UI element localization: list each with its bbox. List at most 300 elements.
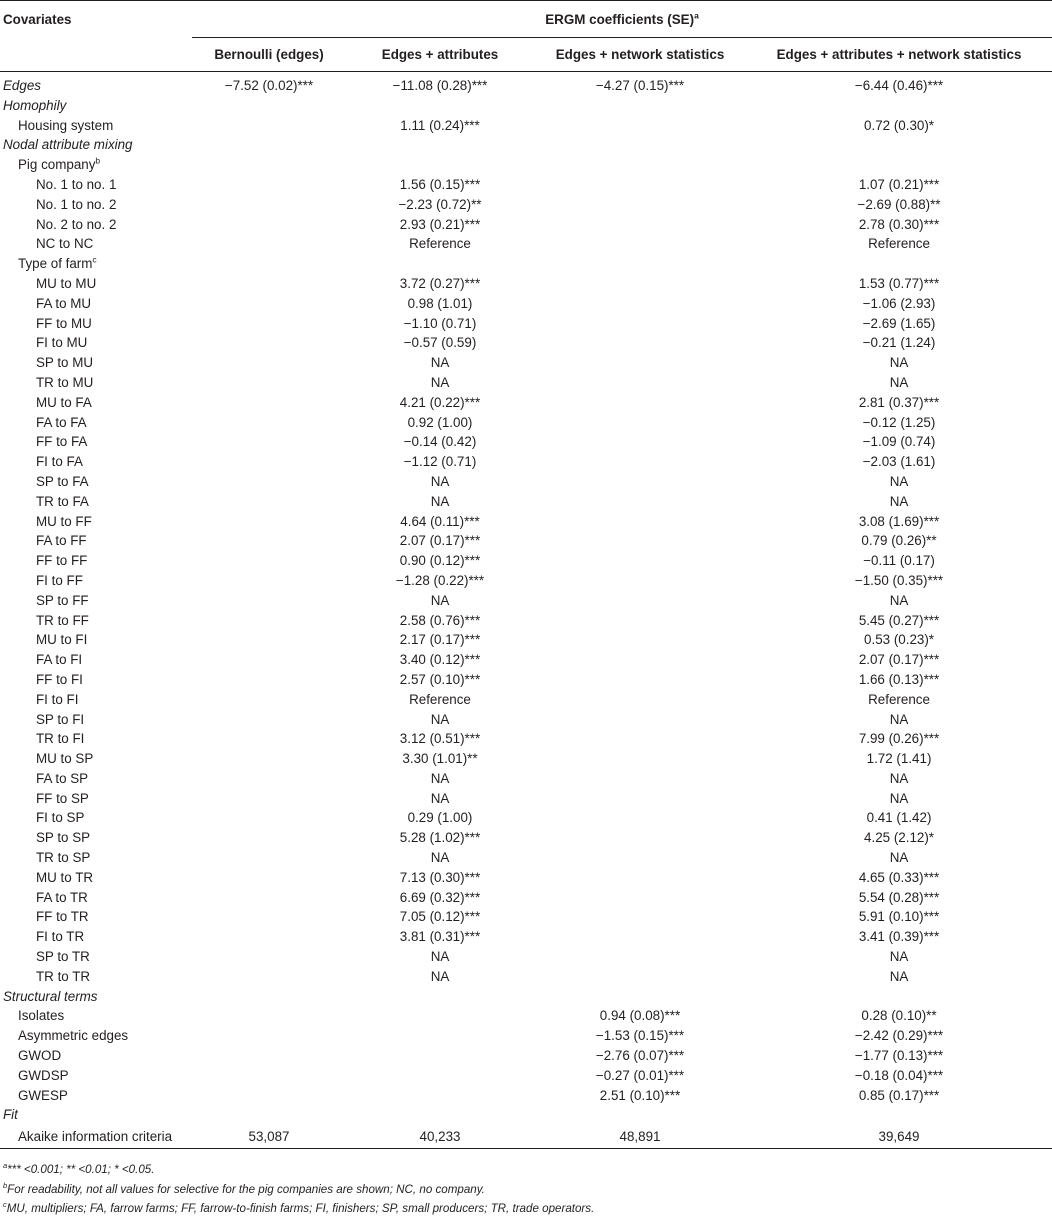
cell-value: 53,087 (192, 1125, 346, 1148)
row-label (0, 987, 192, 1007)
table-row (0, 353, 1052, 373)
cell-value (534, 690, 746, 710)
cell-value (746, 155, 1052, 175)
cell-value (192, 314, 346, 334)
cell-value: 0.90 (0.12)*** (399, 553, 481, 569)
row-label (0, 274, 192, 294)
table-row (0, 888, 1052, 908)
cell-value: NA (430, 355, 450, 371)
cell-value (746, 1105, 1052, 1125)
row-label (0, 611, 192, 631)
row-label (0, 571, 192, 591)
cell-value: 0.53 (0.23)* (864, 632, 935, 648)
table-row (0, 907, 1052, 927)
cell-value (534, 967, 746, 987)
table-row (0, 155, 1052, 175)
table-row (0, 531, 1052, 551)
row-label (0, 215, 192, 235)
row-label (0, 531, 192, 551)
cell-value (534, 472, 746, 492)
table-body (0, 72, 1052, 1149)
cell-value (192, 373, 346, 393)
cell-value (346, 1046, 534, 1066)
cell-value: 0.72 (0.30)* (864, 117, 935, 133)
row-label-text: Housing system (18, 117, 114, 133)
row-label (0, 710, 192, 730)
table-row (0, 72, 1052, 96)
row-label (0, 1066, 192, 1086)
footnote (3, 1180, 594, 1200)
table-row (0, 512, 1052, 532)
row-label-text: Isolates (18, 1008, 65, 1024)
cell-value (534, 591, 746, 611)
row-label-text: FF to TR (36, 909, 89, 925)
cell-value: 7.99 (0.26)*** (858, 731, 940, 747)
cell-value: Reference (409, 236, 471, 252)
cell-value: Reference (868, 691, 930, 707)
cell-value (534, 927, 746, 947)
table-row (0, 1006, 1052, 1026)
row-label-text: FA to TR (36, 889, 88, 905)
cell-value: 5.54 (0.28)*** (858, 889, 940, 905)
cell-value (534, 413, 746, 433)
row-label-text: MU to MU (36, 275, 97, 291)
row-label (0, 868, 192, 888)
cell-value: 5.28 (1.02)*** (399, 830, 481, 846)
table-row (0, 729, 1052, 749)
cell-value: 0.79 (0.26)** (861, 533, 937, 549)
cell-value: 4.64 (0.11)*** (400, 513, 480, 529)
cell-value: NA (430, 790, 450, 806)
cell-value (534, 234, 746, 254)
row-label-text: GWOD (18, 1048, 62, 1064)
cell-value: 3.30 (1.01)** (402, 751, 478, 767)
cell-value (346, 96, 534, 116)
cell-value (192, 353, 346, 373)
row-label-text: FA to FF (36, 533, 87, 549)
cell-value (534, 531, 746, 551)
table-row (0, 828, 1052, 848)
row-label-text: Type of farm (18, 256, 93, 272)
cell-value (192, 1006, 346, 1026)
row-label (0, 907, 192, 927)
row-label (0, 512, 192, 532)
footnote-mark: a (3, 1161, 8, 1171)
cell-value: 0.85 (0.17)*** (858, 1087, 940, 1103)
cell-value: 0.29 (1.00) (407, 810, 473, 826)
cell-value (534, 452, 746, 472)
row-label-text: SP to FF (36, 592, 89, 608)
cell-value (192, 907, 346, 927)
cell-value: NA (889, 850, 909, 866)
cell-value: NA (889, 473, 909, 489)
row-label (0, 749, 192, 769)
table-row (0, 1086, 1052, 1106)
row-label-text: FI to FI (36, 691, 79, 707)
table-row (0, 670, 1052, 690)
footnote-mark: c (92, 254, 97, 265)
cell-value: 2.57 (0.10)*** (399, 671, 481, 687)
row-label (0, 630, 192, 650)
row-label (0, 1026, 192, 1046)
row-label-text: TR to MU (36, 374, 94, 390)
row-label-text: FF to MU (36, 315, 92, 331)
cell-value (746, 254, 1052, 274)
row-label (0, 690, 192, 710)
cell-value (534, 512, 746, 532)
cell-value: −0.21 (1.24) (862, 335, 936, 351)
cell-value (534, 432, 746, 452)
row-label-text: MU to FI (36, 632, 88, 648)
row-label-text: Structural terms (3, 988, 98, 1004)
cell-value: −0.11 (0.17) (863, 553, 935, 569)
row-label-text: SP to TR (36, 949, 90, 965)
row-label-text: Fit (3, 1107, 18, 1123)
row-label-text: Pig company (18, 157, 96, 173)
table-row (0, 215, 1052, 235)
row-label-text: FF to SP (36, 790, 89, 806)
cell-value: −2.76 (0.07)*** (595, 1048, 685, 1064)
table-row (0, 175, 1052, 195)
row-label (0, 1046, 192, 1066)
cell-value (534, 848, 746, 868)
cell-value (534, 353, 746, 373)
table-row (0, 710, 1052, 730)
row-label (0, 828, 192, 848)
row-label-text: SP to FA (36, 473, 89, 489)
cell-value (534, 215, 746, 235)
cell-value: 1.56 (0.15)*** (399, 176, 481, 192)
row-label-text: FA to FA (36, 414, 87, 430)
row-label (0, 1125, 192, 1148)
cell-value: −0.14 (0.42) (403, 434, 477, 450)
table-row (0, 967, 1052, 987)
table-row (0, 591, 1052, 611)
row-label-text: FA to MU (36, 295, 92, 311)
table-row (0, 1125, 1052, 1148)
row-label-text: Edges (3, 78, 41, 93)
cell-value: −7.52 (0.02)*** (224, 78, 314, 93)
cell-value: −0.12 (1.25) (862, 414, 936, 430)
cell-value: 7.13 (0.30)*** (399, 869, 481, 885)
cell-value (534, 551, 746, 571)
ergm-header-footnote-mark: a (694, 10, 699, 21)
table-row (0, 254, 1052, 274)
cell-value (346, 1105, 534, 1125)
cell-value (534, 808, 746, 828)
row-label-text: FI to FF (36, 572, 83, 588)
table-row (0, 333, 1052, 353)
cell-value: NA (430, 711, 450, 727)
cell-value (534, 175, 746, 195)
cell-value (192, 393, 346, 413)
table-row (0, 848, 1052, 868)
cell-value (192, 789, 346, 809)
row-label (0, 729, 192, 749)
cell-value: −0.18 (0.04)*** (854, 1067, 944, 1083)
row-label (0, 254, 192, 274)
cell-value (534, 630, 746, 650)
table-row (0, 432, 1052, 452)
cell-value (192, 492, 346, 512)
cell-value: 1.07 (0.21)*** (858, 176, 940, 192)
cell-value (346, 987, 534, 1007)
cell-value (192, 155, 346, 175)
row-label (0, 650, 192, 670)
table-row (0, 630, 1052, 650)
cell-value (534, 393, 746, 413)
row-label-text: SP to MU (36, 355, 94, 371)
cell-value (746, 135, 1052, 155)
cell-value: NA (430, 493, 450, 509)
table-row (0, 135, 1052, 155)
cell-value: 0.98 (1.01) (407, 295, 473, 311)
cell-value: NA (430, 949, 450, 965)
cell-value: NA (430, 850, 450, 866)
row-label (0, 769, 192, 789)
row-label (0, 353, 192, 373)
cell-value (534, 888, 746, 908)
cell-value: 2.58 (0.76)*** (399, 612, 481, 628)
row-label-text: FF to FF (36, 553, 88, 569)
cell-value: −2.69 (0.88)** (857, 196, 941, 212)
table-row (0, 393, 1052, 413)
cell-value (192, 729, 346, 749)
cell-value (192, 888, 346, 908)
cell-value: 7.05 (0.12)*** (399, 909, 481, 925)
cell-value: 2.93 (0.21)*** (399, 216, 481, 232)
table-row (0, 116, 1052, 136)
cell-value: 1.66 (0.13)*** (858, 671, 940, 687)
cell-value: 4.25 (2.12)* (864, 830, 935, 846)
cell-value (746, 987, 1052, 1007)
cell-value (192, 274, 346, 294)
cell-value: −1.12 (0.71) (403, 454, 477, 470)
row-label-text: FA to SP (36, 770, 89, 786)
cell-value (346, 1066, 534, 1086)
row-label-text: TR to FI (36, 731, 85, 747)
cell-value: 4.21 (0.22)*** (399, 394, 481, 410)
table-row (0, 749, 1052, 769)
cell-value (746, 96, 1052, 116)
cell-value (192, 828, 346, 848)
table-row (0, 195, 1052, 215)
cell-value: NA (430, 473, 450, 489)
cell-value: 2.51 (0.10)*** (599, 1087, 681, 1103)
table-row (0, 927, 1052, 947)
row-label-text: MU to FF (36, 513, 92, 529)
table-row (0, 373, 1052, 393)
table-row (0, 452, 1052, 472)
table-row (0, 611, 1052, 631)
cell-value (534, 907, 746, 927)
cell-value: −6.44 (0.46)*** (854, 78, 944, 93)
cell-value: 4.65 (0.33)*** (858, 869, 940, 885)
row-label-text: TR to TR (36, 968, 91, 984)
cell-value: NA (430, 374, 450, 390)
cell-value: NA (889, 355, 909, 371)
row-label (0, 96, 192, 116)
column-header-edges-attributes: Edges + attributes (346, 38, 534, 72)
cell-value: 2.17 (0.17)*** (399, 632, 481, 648)
cell-value: −2.23 (0.72)** (398, 196, 482, 212)
row-label (0, 314, 192, 334)
cell-value: 3.81 (0.31)*** (399, 929, 481, 945)
cell-value (346, 155, 534, 175)
cell-value: 0.28 (0.10)** (861, 1008, 937, 1024)
row-label (0, 413, 192, 433)
footnote-mark: c (3, 1200, 7, 1210)
cell-value: NA (430, 592, 450, 608)
row-label (0, 789, 192, 809)
row-label (0, 116, 192, 136)
row-label (0, 393, 192, 413)
row-label (0, 195, 192, 215)
row-label (0, 1006, 192, 1026)
cell-value (534, 294, 746, 314)
cell-value (192, 769, 346, 789)
cell-value: NA (889, 493, 909, 509)
cell-value: 0.94 (0.08)*** (599, 1008, 681, 1024)
table-row (0, 1105, 1052, 1125)
row-label-text: MU to FA (36, 394, 92, 410)
row-label-text: No. 1 to no. 1 (36, 176, 117, 192)
table-row (0, 987, 1052, 1007)
cell-value (192, 294, 346, 314)
cell-value (534, 254, 746, 274)
cell-value (346, 135, 534, 155)
cell-value (192, 1066, 346, 1086)
cell-value (192, 947, 346, 967)
cell-value (534, 195, 746, 215)
table-row (0, 472, 1052, 492)
cell-value (192, 611, 346, 631)
cell-value (192, 650, 346, 670)
row-label (0, 927, 192, 947)
cell-value: −2.03 (1.61) (862, 454, 936, 470)
row-label (0, 1105, 192, 1125)
header-spacer (0, 38, 192, 72)
row-label (0, 135, 192, 155)
cell-value: 2.07 (0.17)*** (858, 652, 940, 668)
footnote-mark: b (95, 155, 101, 166)
cell-value: 1.72 (1.41) (866, 751, 932, 767)
cell-value (192, 670, 346, 690)
row-label-text: SP to SP (36, 830, 91, 846)
row-label-text: MU to TR (36, 869, 94, 885)
table-row (0, 769, 1052, 789)
row-label-text: MU to SP (36, 751, 94, 767)
row-label-text: FF to FI (36, 671, 83, 687)
row-label-text: FA to FI (36, 652, 83, 668)
cell-value (534, 274, 746, 294)
row-label (0, 234, 192, 254)
table-row (0, 868, 1052, 888)
cell-value: −11.08 (0.28)*** (392, 78, 488, 93)
row-label-text: SP to FI (36, 711, 85, 727)
row-label (0, 432, 192, 452)
cell-value (192, 591, 346, 611)
cell-value: 6.69 (0.32)*** (399, 889, 481, 905)
cell-value (192, 512, 346, 532)
table-row (0, 314, 1052, 334)
footnote-text: *** <0.001; ** <0.01; * <0.05. (7, 1163, 155, 1176)
cell-value: 39,649 (746, 1125, 1052, 1148)
table-row (0, 1046, 1052, 1066)
cell-value (192, 1046, 346, 1066)
row-label (0, 373, 192, 393)
row-label-text: Asymmetric edges (18, 1028, 129, 1044)
cell-value: NA (889, 592, 909, 608)
cell-value: −0.27 (0.01)*** (595, 1067, 685, 1083)
cell-value: 1.11 (0.24)*** (400, 117, 480, 133)
cell-value (192, 1026, 346, 1046)
cell-value (346, 1026, 534, 1046)
cell-value (192, 690, 346, 710)
cell-value: Reference (868, 236, 930, 252)
cell-value: 5.91 (0.10)*** (858, 909, 940, 925)
cell-value (534, 116, 746, 136)
cell-value (192, 472, 346, 492)
cell-value (534, 492, 746, 512)
cell-value (192, 987, 346, 1007)
row-label-text: TR to FA (36, 493, 89, 509)
cell-value: 5.45 (0.27)*** (858, 612, 940, 628)
row-label (0, 472, 192, 492)
cell-value: 0.92 (1.00) (407, 414, 473, 430)
cell-value: 2.81 (0.37)*** (858, 394, 940, 410)
row-label-text: GWDSP (18, 1067, 69, 1083)
cell-value (346, 254, 534, 274)
row-label-text: No. 2 to no. 2 (36, 216, 117, 232)
cell-value: 3.12 (0.51)*** (399, 731, 481, 747)
row-label-text: Akaike information criteria (18, 1128, 173, 1144)
cell-value: −1.77 (0.13)*** (854, 1048, 944, 1064)
cell-value (192, 848, 346, 868)
cell-value: −1.06 (2.93) (862, 295, 936, 311)
cell-value (192, 413, 346, 433)
cell-value (192, 967, 346, 987)
cell-value (534, 710, 746, 730)
cell-value (192, 531, 346, 551)
table-row (0, 1026, 1052, 1046)
cell-value (534, 155, 746, 175)
row-label (0, 294, 192, 314)
row-label (0, 452, 192, 472)
cell-value (192, 116, 346, 136)
footnote (3, 1199, 594, 1217)
cell-value (534, 650, 746, 670)
cell-value (534, 729, 746, 749)
table-header (0, 1, 1052, 72)
table-row (0, 808, 1052, 828)
cell-value: 40,233 (346, 1125, 534, 1148)
covariates-header: Covariates (0, 1, 192, 38)
cell-value: 0.41 (1.42) (866, 810, 932, 826)
cell-value: −1.10 (0.71) (403, 315, 477, 331)
cell-value (534, 373, 746, 393)
footnote-text: MU, multipliers; FA, farrow farms; FF, farrow-to-finish farms; FI, finishers; SP, small producers; TR, trade operators. (6, 1202, 595, 1215)
cell-value: −1.50 (0.35)*** (854, 572, 944, 588)
cell-value: NA (889, 770, 909, 786)
cell-value: NA (430, 770, 450, 786)
row-label (0, 670, 192, 690)
cell-value (534, 670, 746, 690)
cell-value (192, 551, 346, 571)
cell-value (192, 1086, 346, 1106)
cell-value (534, 828, 746, 848)
cell-value (534, 1105, 746, 1125)
